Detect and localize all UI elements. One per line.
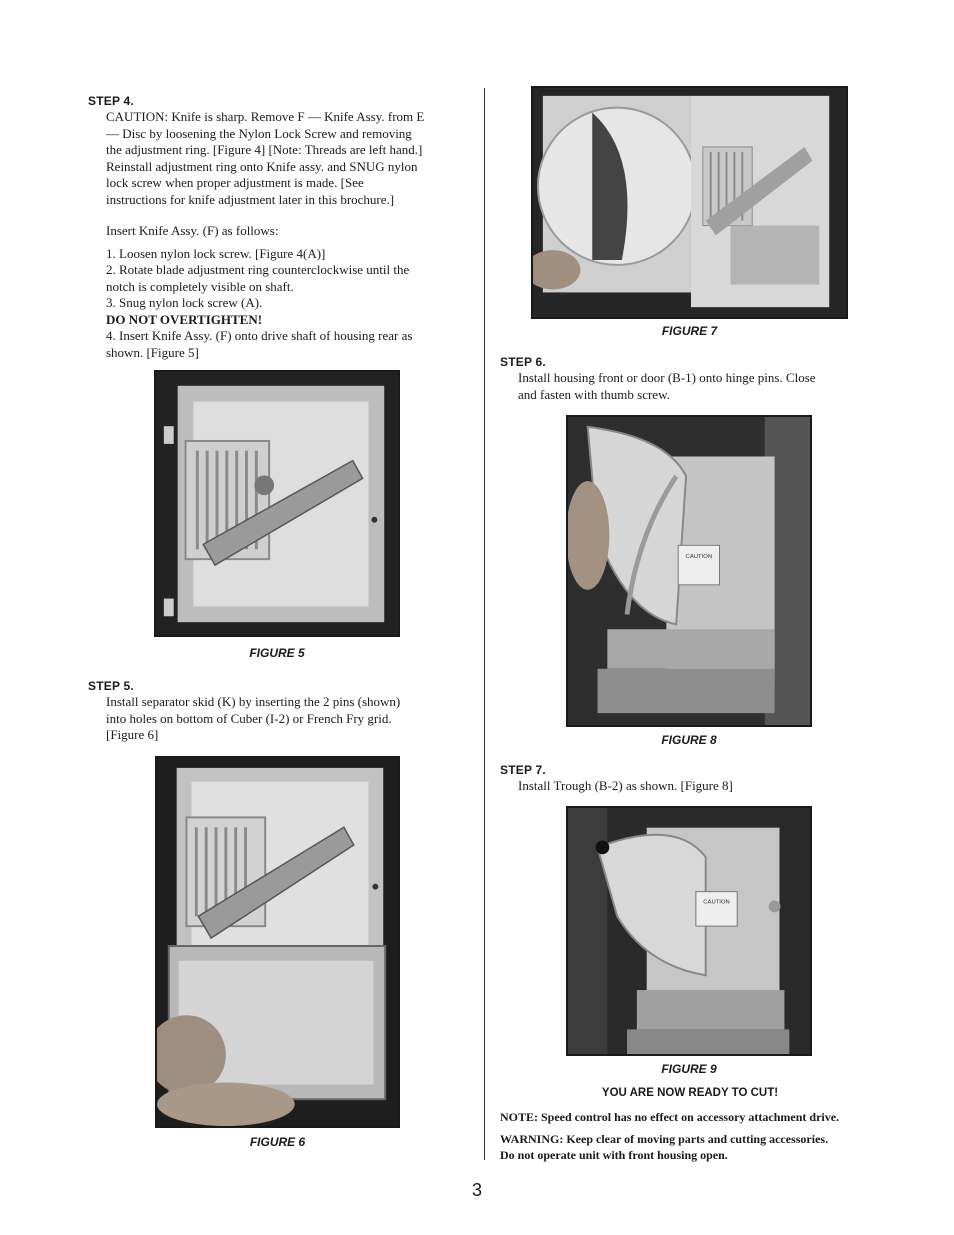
step4-item4-line: shown. [Figure 5]: [106, 344, 199, 360]
figure-6-photo: [155, 756, 400, 1128]
speed-control-note: NOTE: Speed control has no effect on accessory attachment drive.: [500, 1110, 840, 1124]
step6-line: and fasten with thumb screw.: [518, 386, 670, 402]
figure-9-caution-label: CAUTION: [703, 899, 730, 906]
step7-line: Install Trough (B-2) as shown. [Figure 8]: [518, 778, 733, 793]
step4-intro: Insert Knife Assy. (F) as follows:: [106, 223, 279, 238]
step7-heading: STEP 7.: [500, 763, 546, 777]
step6-body: [518, 370, 888, 403]
step5-line: [Figure 6]: [106, 727, 159, 742]
step6-heading: STEP 6.: [500, 355, 546, 369]
step5-body: [106, 694, 476, 744]
figure-8-caution-label: CAUTION: [685, 554, 713, 561]
step5-line: into holes on bottom of Cuber (I-2) or French Fry grid.: [106, 710, 392, 726]
figure-8-illustration: [568, 417, 810, 725]
step4-caution-line: Reinstall adjustment ring onto Knife assy. and SNUG nylon: [106, 158, 418, 174]
figure-6-caption: FIGURE 6: [249, 1135, 306, 1149]
step5-heading: STEP 5.: [88, 679, 134, 693]
step4-item: 3. Snug nylon lock screw (A).: [106, 295, 263, 310]
step4-caution-line: the adjustment ring. [Figure 4] [Note: Threads are left hand.]: [106, 142, 423, 157]
warning-line: Do not operate unit with front housing open.: [500, 1148, 728, 1162]
step4-item: 1. Loosen nylon lock screw. [Figure 4(A)]: [106, 245, 326, 261]
step4-item: 2. Rotate blade adjustment ring counterclockwise until the: [106, 262, 410, 277]
step4-warning: DO NOT OVERTIGHTEN!: [106, 311, 263, 327]
figure-5-illustration: [156, 372, 398, 635]
figure-7-caption: FIGURE 7: [661, 324, 718, 338]
step4-item4-line: 4. Insert Knife Assy. (F) onto drive shaft of housing rear as: [106, 328, 413, 343]
step5-line: Install separator skid (K) by inserting the 2 pins (shown): [106, 694, 401, 709]
figure-9-illustration: [568, 808, 810, 1054]
step7-body: [518, 778, 888, 795]
ready-to-cut-banner: YOU ARE NOW READY TO CUT!: [601, 1087, 779, 1099]
step4-caution-line: — Disc by loosening the Nylon Lock Screw and removing: [106, 125, 412, 141]
step4-caution-line: lock screw when proper adjustment is made. [See: [106, 175, 364, 190]
step4-heading: STEP 4.: [88, 94, 134, 108]
step6-line: Install housing front or door (B-1) onto hinge pins. Close: [518, 370, 816, 385]
figure-9-caption: FIGURE 9: [661, 1062, 717, 1076]
figure-9-photo: [566, 806, 812, 1056]
figure-7-illustration: [533, 88, 846, 317]
figure-6-illustration: [157, 758, 398, 1126]
step4-body: [106, 109, 476, 361]
page-number: 3: [471, 1180, 482, 1200]
column-divider: [484, 88, 485, 1160]
step4-caution-line: CAUTION: Knife is sharp. Remove F — Knife Assy. from E: [106, 109, 425, 124]
step4-item: notch is completely visible on shaft.: [106, 278, 294, 294]
figure-5-photo: [154, 370, 400, 637]
warning-line: WARNING: Keep clear of moving parts and cutting accessories.: [500, 1132, 829, 1146]
figure-7-photo: [531, 86, 848, 319]
figure-5-caption: FIGURE 5: [249, 646, 305, 660]
figure-8-caption: FIGURE 8: [661, 733, 717, 747]
figure-8-photo: [566, 415, 812, 727]
warning-block: [500, 1131, 828, 1163]
step4-caution-line: instructions for knife adjustment later in this brochure.]: [106, 191, 395, 207]
